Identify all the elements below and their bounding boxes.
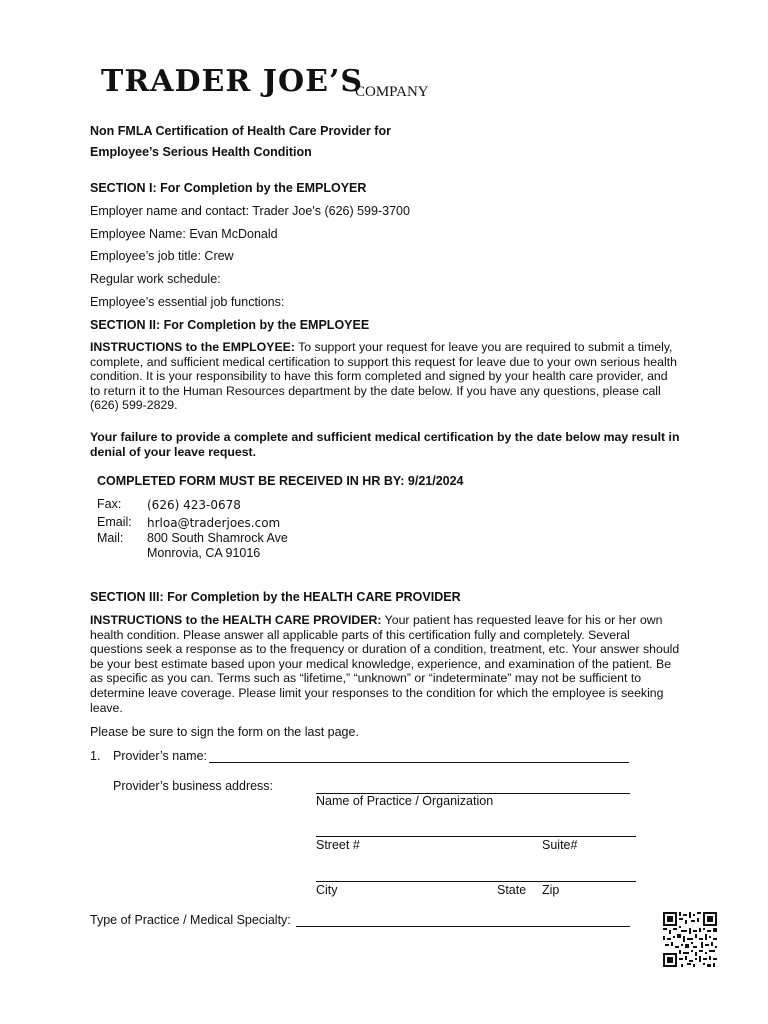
city-state-zip-line[interactable] <box>316 881 636 882</box>
section1-heading: SECTION I: For Completion by the EMPLOYER <box>90 181 367 195</box>
email-label: Email: <box>97 515 132 529</box>
state-caption: State <box>497 883 527 897</box>
work-schedule-field: Regular work schedule: <box>90 272 221 286</box>
failure-warning: Your failure to provide a complete and sufficient medical certification by the date below may result in denial of your leave request. <box>90 430 680 459</box>
fax-value: (626) 423-0678 <box>147 498 241 512</box>
business-address-label: Provider’s business address: <box>113 779 274 793</box>
qr-code <box>663 912 717 967</box>
provider-name-label: Provider’s name: <box>113 749 208 763</box>
company-logo: TRADER JOE’S <box>101 64 364 99</box>
mail-address-line2: Monrovia, CA 91016 <box>147 546 261 560</box>
employee-instructions-label: INSTRUCTIONS to the EMPLOYEE: <box>90 340 295 354</box>
fax-label: Fax: <box>97 497 122 511</box>
qr-code-graphic <box>663 912 717 967</box>
practice-name-caption: Name of Practice / Organization <box>316 794 494 808</box>
employer-contact-field: Employer name and contact: Trader Joe's (626) 599-3700 <box>90 204 410 218</box>
provider-instructions-text: Your patient has requested leave for his or her own health condition. Please answer all applicable parts of this certification fully and completely. Several questions seek a response as to the frequency or duration of a condition, treatment, etc. Your answer should be your best estimate based upon your medical knowledge, experience, and examination of the patient. Be as specific as you can. Terms such as “lifetime,” “unknown” or “indeterminate” may not be sufficient to determine leave coverage. Please limit your responses to the condition for which the employee is seeking leave. <box>90 613 680 715</box>
street-caption: Street # <box>316 838 360 852</box>
employee-instructions-text: To support your request for leave you are required to submit a timely, complete, and sufficient medical certification to support this request for leave due to your own serious health condition. It is your responsibility to have this form completed and signed by your health care provider, and to return it to the Human Resources department by the date below. If you have any questions, please call (626) 599-2829. <box>90 340 677 413</box>
form-title-line2: Employee’s Serious Health Condition <box>90 145 312 159</box>
section3-heading: SECTION III: For Completion by the HEALTH CARE PROVIDER <box>90 590 461 604</box>
street-line[interactable] <box>316 836 636 837</box>
deadline-notice: COMPLETED FORM MUST BE RECEIVED IN HR BY: 9/21/2024 <box>97 474 464 488</box>
mail-address-line1: 800 South Shamrock Ave <box>147 531 288 545</box>
employee-instructions <box>90 340 680 413</box>
form-title-line1: Non FMLA Certification of Health Care Provider for <box>90 124 391 138</box>
email-value: hrloa@traderjoes.com <box>147 516 281 530</box>
provider-instructions <box>90 613 680 715</box>
city-caption: City <box>316 883 338 897</box>
section2-heading: SECTION II: For Completion by the EMPLOYEE <box>90 318 370 332</box>
sign-note: Please be sure to sign the form on the last page. <box>90 725 359 739</box>
question-number: 1. <box>90 749 101 763</box>
company-logo-suffix: COMPANY <box>355 84 429 100</box>
provider-name-line[interactable] <box>209 762 629 763</box>
provider-instructions-label: INSTRUCTIONS to the HEALTH CARE PROVIDER: <box>90 613 382 627</box>
mail-label: Mail: <box>97 531 124 545</box>
specialty-label: Type of Practice / Medical Specialty: <box>90 913 291 927</box>
specialty-line[interactable] <box>296 926 630 927</box>
zip-caption: Zip <box>542 883 560 897</box>
job-title-field: Employee’s job title: Crew <box>90 249 234 263</box>
suite-caption: Suite# <box>542 838 578 852</box>
job-functions-field: Employee’s essential job functions: <box>90 295 285 309</box>
employee-name-field: Employee Name: Evan McDonald <box>90 227 278 241</box>
